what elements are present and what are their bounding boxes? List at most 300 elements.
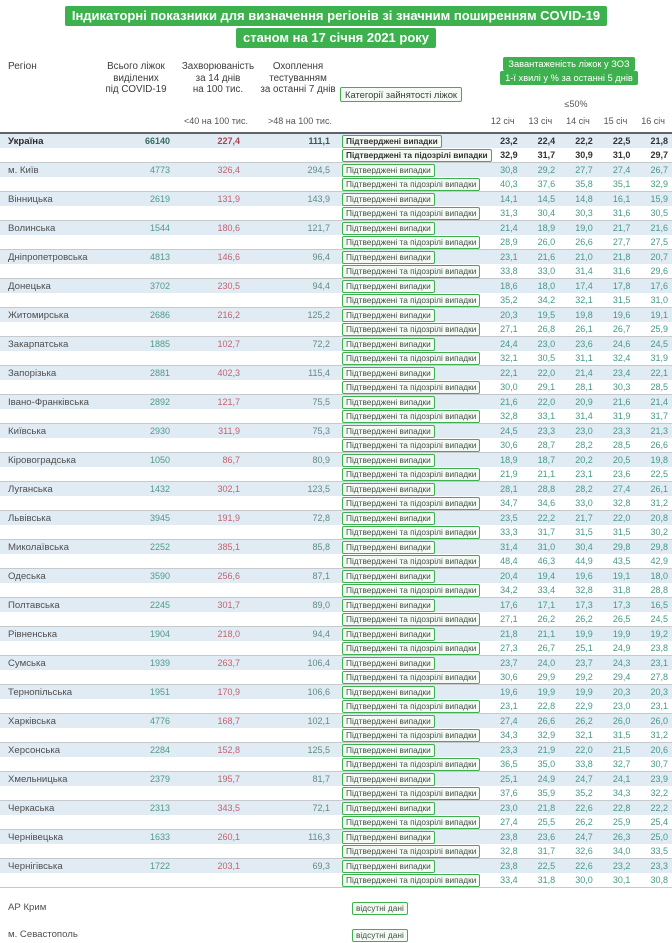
occupancy-value: 28,8: [537, 484, 556, 494]
occupancy-values: [484, 585, 672, 595]
beds-total-value: 2284: [149, 745, 170, 755]
occupancy-value: 22,4: [537, 136, 556, 146]
region-row-suspected: [0, 264, 672, 278]
region-row-suspected: [0, 409, 672, 423]
occupancy-values: [484, 368, 672, 378]
region-name: Івано-Франківська: [8, 396, 89, 408]
occupancy-value: 19,8: [650, 455, 668, 465]
occupancy-value: 17,3: [612, 600, 631, 610]
region-name: Львівська: [8, 512, 52, 524]
occupancy-value: 33,3: [500, 527, 518, 537]
case-category-cell: [330, 178, 480, 191]
case-category-badge: Підтверджені та підозрілі випадки: [342, 584, 480, 597]
occupancy-value: 35,2: [500, 295, 518, 305]
occupancy-value: 36,5: [500, 759, 518, 769]
occupancy-value: 30,8: [650, 875, 668, 885]
case-category-cell: [330, 758, 480, 771]
case-category-badge: Підтверджені випадки: [342, 744, 435, 757]
testing-value: 87,1: [312, 571, 330, 581]
case-category-cell: [330, 555, 480, 568]
region-name: Черкаська: [8, 802, 55, 814]
occupancy-value: 21,0: [575, 252, 593, 262]
occupancy-value: 37,6: [500, 788, 518, 798]
testing-value: 125,5: [307, 745, 330, 755]
occupancy-values: [484, 687, 672, 697]
region-name: м. Київ: [8, 164, 39, 176]
occupancy-value: 27,4: [612, 484, 631, 494]
region-row-suspected: [0, 641, 672, 655]
region-block: [0, 772, 672, 801]
case-category-badge: Підтверджені випадки: [342, 715, 435, 728]
case-category-cell: [330, 280, 480, 293]
occupancy-value: 29,9: [537, 672, 556, 682]
region-name: АР Крим: [8, 901, 47, 913]
occupancy-value: 21,9: [537, 745, 556, 755]
incidence-value: 230,5: [217, 281, 240, 291]
region-row-confirmed: [0, 192, 672, 206]
occupancy-value: 26,6: [650, 440, 668, 450]
occupancy-values: [484, 817, 672, 827]
beds-total-value: 3702: [149, 281, 170, 291]
incidence-value: 218,0: [217, 629, 240, 639]
occupancy-value: 42,9: [650, 556, 668, 566]
region-row-suspected: [0, 728, 672, 742]
occupancy-value: 21,4: [575, 368, 593, 378]
beds-total-value: 4776: [149, 716, 170, 726]
region-row-suspected: [0, 496, 672, 510]
occupancy-value: 22,8: [537, 701, 556, 711]
region-block: [0, 134, 672, 163]
occupancy-value: 32,6: [575, 846, 593, 856]
occupancy-value: 23,1: [575, 469, 593, 479]
no-data-badge: відсутні дані: [352, 929, 408, 942]
region-name: Луганська: [8, 483, 53, 495]
occupancy-values: [484, 643, 672, 653]
occupancy-values: [484, 310, 672, 320]
occupancy-value: 27,5: [650, 237, 668, 247]
incidence-value: 402,3: [217, 368, 240, 378]
occupancy-value: 26,3: [612, 832, 631, 842]
occupancy-value: 26,1: [650, 484, 668, 494]
occupancy-values: [484, 397, 672, 407]
occupancy-value: 23,9: [650, 774, 668, 784]
testing-value: 75,3: [312, 426, 330, 436]
occupancy-values: [484, 571, 672, 581]
occupancy-value: 23,2: [612, 861, 631, 871]
region-row-suspected: [0, 322, 672, 336]
case-category-cell: [330, 497, 480, 510]
occupancy-value: 32,2: [650, 788, 668, 798]
occupancy-value: 23,5: [500, 513, 518, 523]
occupancy-value: 27,4: [500, 817, 518, 827]
occupancy-values: [484, 542, 672, 552]
testing-value: 72,8: [312, 513, 330, 523]
region-block: [0, 366, 672, 395]
occupancy-value: 33,0: [537, 266, 556, 276]
region-block: [0, 453, 672, 482]
occupancy-values: [484, 716, 672, 726]
occupancy-values: [484, 614, 672, 624]
case-category-cell: [330, 149, 488, 162]
occupancy-value: 29,1: [537, 382, 556, 392]
region-block: [0, 192, 672, 221]
report-title: [0, 0, 672, 55]
beds-total-value: 2930: [149, 426, 170, 436]
region-name: Запорізька: [8, 367, 57, 379]
region-row-confirmed: [0, 424, 672, 438]
column-header-bed-category: [340, 87, 462, 102]
occupancy-value: 30,2: [650, 527, 668, 537]
occupancy-value: 27,3: [500, 643, 518, 653]
occupancy-value: 22,2: [575, 136, 593, 146]
occupancy-value: 19,1: [612, 571, 631, 581]
region-name: Хмельницька: [8, 773, 68, 785]
no-data-badge: відсутні дані: [352, 902, 408, 915]
region-row-suspected: [0, 177, 672, 191]
case-category-cell: [330, 193, 480, 206]
occupancy-value: 21,5: [612, 745, 631, 755]
case-category-badge: Підтверджені випадки: [342, 193, 435, 206]
occupancy-values: [484, 745, 672, 755]
region-name: Миколаївська: [8, 541, 69, 553]
case-category-cell: [330, 773, 480, 786]
occupancy-value: 17,8: [612, 281, 631, 291]
case-category-cell: [330, 483, 480, 496]
case-category-badge: Підтверджені та підозрілі випадки: [342, 468, 480, 481]
occupancy-value: 23,1: [500, 701, 518, 711]
occupancy-value: 17,4: [575, 281, 593, 291]
occupancy-value: 31,8: [612, 585, 631, 595]
case-category-cell: [330, 410, 480, 423]
incidence-value: 152,8: [217, 745, 240, 755]
occupancy-value: 26,2: [537, 614, 556, 624]
region-row-suspected: [0, 206, 672, 220]
beds-total-value: 66140: [144, 136, 170, 146]
occupancy-values: [484, 353, 672, 363]
occupancy-value: 17,3: [575, 600, 593, 610]
region-row-suspected: [0, 235, 672, 249]
column-header-incidence: [178, 61, 258, 96]
occupancy-value: 25,9: [612, 817, 631, 827]
occupancy-value: 19,1: [650, 310, 668, 320]
occupancy-value: 35,1: [612, 179, 631, 189]
occupancy-value: 22,2: [537, 513, 556, 523]
occupancy-value: 21,7: [612, 223, 631, 233]
beds-total-value: 1722: [149, 861, 170, 871]
testing-value: 80,9: [312, 455, 330, 465]
incidence-line2: за 14 днів: [195, 72, 241, 84]
occupancy-value: 24,9: [612, 643, 631, 653]
occupancy-value: 21,6: [612, 397, 631, 407]
incidence-value: 311,9: [218, 426, 240, 436]
occupancy-value: 24,4: [500, 339, 518, 349]
case-category-badge: Підтверджені та підозрілі випадки: [342, 787, 480, 800]
occupancy-value: 23,0: [537, 339, 556, 349]
occupancy-value: 33,5: [650, 846, 668, 856]
occupancy-value: 26,0: [650, 716, 668, 726]
occupancy-value: 22,5: [537, 861, 556, 871]
occupancy-value: 19,9: [612, 629, 631, 639]
occupancy-value: 18,9: [500, 455, 518, 465]
occupancy-value: 34,2: [500, 585, 518, 595]
occupancy-value: 18,9: [537, 223, 556, 233]
beds-total-value: 2881: [149, 368, 170, 378]
occupancy-value: 24,9: [537, 774, 556, 784]
occupancy-values: [484, 339, 672, 349]
region-row-suspected: [0, 554, 672, 568]
occupancy-value: 23,3: [500, 745, 518, 755]
case-category-badge: Підтверджені випадки: [342, 773, 435, 786]
occupancy-value: 22,1: [650, 368, 668, 378]
case-category-cell: [330, 367, 480, 380]
occupancy-values: [484, 513, 672, 523]
case-category-cell: [330, 570, 480, 583]
incidence-value: 168,7: [217, 716, 240, 726]
occupancy-values: [484, 281, 672, 291]
incidence-value: 301,7: [217, 600, 240, 610]
occupancy-value: 44,9: [575, 556, 593, 566]
occupancy-value: 31,7: [537, 846, 556, 856]
occupancy-value: 33,1: [537, 411, 556, 421]
occupancy-values: [484, 179, 672, 189]
occupancy-value: 19,9: [575, 687, 593, 697]
occupancy-value: 26,7: [650, 165, 668, 175]
occupancy-value: 28,9: [500, 237, 518, 247]
beds-total-value: 1951: [149, 687, 170, 697]
case-category-badge: Підтверджені випадки: [342, 657, 435, 670]
beds-total-value: 2252: [149, 542, 170, 552]
occupancy-values: [484, 411, 672, 421]
occupancy-value: 46,3: [537, 556, 556, 566]
beds-total-value: 2686: [149, 310, 170, 320]
occupancy-value: 27,4: [500, 716, 518, 726]
testing-value: 102,1: [307, 716, 330, 726]
beds-total-value: 4813: [149, 252, 170, 262]
case-category-badge: Підтверджені випадки: [342, 686, 435, 699]
incidence-value: 256,6: [217, 571, 240, 581]
region-block: [0, 482, 672, 511]
case-category-badge: Підтверджені випадки: [342, 338, 435, 351]
occupancy-value: 27,8: [650, 672, 668, 682]
beds-total-value: 1885: [149, 339, 170, 349]
case-category-cell: [330, 874, 480, 887]
occupancy-value: 18,0: [650, 571, 668, 581]
occupancy-value: 33,4: [537, 585, 556, 595]
occupancy-values: [484, 556, 672, 566]
occupancy-value: 30,0: [500, 382, 518, 392]
region-row-confirmed: [0, 743, 672, 757]
occupancy-value: 32,8: [575, 585, 593, 595]
case-category-badge: Підтверджені та підозрілі випадки: [342, 149, 492, 162]
incidence-value: 263,7: [217, 658, 240, 668]
testing-value: 96,4: [312, 252, 330, 262]
occupancy-value: 19,5: [537, 310, 556, 320]
occupancy-value: 22,1: [500, 368, 518, 378]
case-category-cell: [330, 613, 480, 626]
region-name: м. Севастополь: [8, 928, 78, 940]
case-category-cell: [330, 294, 480, 307]
occupancy-value: 30,5: [537, 353, 556, 363]
incidence-value: 385,1: [217, 542, 240, 552]
occupancy-value: 32,1: [500, 353, 518, 363]
region-row-confirmed: [0, 569, 672, 583]
testing-value: 106,4: [307, 658, 330, 668]
region-name: Харківська: [8, 715, 56, 727]
occupancy-value: 23,6: [575, 339, 593, 349]
beds-total-value: 3590: [149, 571, 170, 581]
occupancy-value: 30,3: [575, 208, 593, 218]
region-row-suspected: [0, 148, 672, 162]
occupancy-value: 32,8: [500, 411, 518, 421]
beds-total-value: 1050: [149, 455, 170, 465]
occupancy-value: 28,5: [650, 382, 668, 392]
occupancy-value: 29,6: [650, 266, 668, 276]
occupancy-value: 23,4: [612, 368, 631, 378]
case-category-badge: Підтверджені та підозрілі випадки: [342, 758, 480, 771]
case-category-cell: [330, 222, 480, 235]
occupancy-value: 14,1: [500, 194, 518, 204]
occupancy-value: 22,5: [612, 136, 631, 146]
occupancy-value: 27,7: [612, 237, 631, 247]
occupancy-value: 30,3: [612, 382, 631, 392]
total-beds-line2: виділених: [113, 72, 159, 84]
region-block: [0, 279, 672, 308]
column-header-total-beds: [92, 61, 180, 96]
occupancy-value: 14,5: [537, 194, 556, 204]
region-row-nodata: [0, 925, 672, 943]
occupancy-values: [484, 759, 672, 769]
occupancy-value: 31,9: [612, 411, 631, 421]
column-header-region: Регіон: [8, 61, 37, 72]
occupancy-value: 31,3: [500, 208, 518, 218]
occupancy-value: 21,1: [537, 629, 556, 639]
occupancy-value: 28,2: [575, 484, 593, 494]
occupancy-value: 31,7: [537, 150, 556, 160]
occupancy-values: [484, 788, 672, 798]
occupancy-value: 20,5: [612, 455, 631, 465]
occupancy-value: 23,0: [500, 803, 518, 813]
occupancy-value: 22,5: [650, 469, 668, 479]
case-category-cell: [330, 787, 480, 800]
testing-value: 75,5: [312, 397, 330, 407]
occupancy-value: 31,5: [612, 527, 631, 537]
date-col-12: 12 січ: [490, 116, 515, 126]
occupancy-value: 21,3: [650, 426, 668, 436]
case-category-badge: Підтверджені та підозрілі випадки: [342, 323, 480, 336]
column-header-testing: [254, 61, 342, 96]
occupancy-value: 21,8: [650, 136, 668, 146]
case-category-badge: Підтверджені та підозрілі випадки: [342, 613, 480, 626]
occupancy-value: 34,6: [537, 498, 556, 508]
case-category-badge: Підтверджені та підозрілі випадки: [342, 497, 480, 510]
beds-total-value: 2313: [149, 803, 170, 813]
occupancy-values: [484, 875, 672, 885]
occupancy-value: 21,4: [650, 397, 668, 407]
region-row-nodata: [0, 898, 672, 916]
case-category-badge: Підтверджені випадки: [342, 483, 435, 496]
occupancy-value: 30,4: [537, 208, 556, 218]
region-row-suspected: [0, 525, 672, 539]
occupancy-values: [484, 266, 672, 276]
region-name: Тернопільська: [8, 686, 73, 698]
occupancy-values: [484, 237, 672, 247]
beds-total-value: 1432: [149, 484, 170, 494]
region-row-confirmed: [0, 279, 672, 293]
case-category-cell: [330, 802, 480, 815]
occupancy-value: 26,5: [612, 614, 631, 624]
region-name: Чернівецька: [8, 831, 64, 843]
case-category-cell: [330, 700, 480, 713]
case-category-badge: Підтверджені та підозрілі випадки: [342, 207, 480, 220]
occupancy-value: 28,1: [500, 484, 518, 494]
case-category-cell: [330, 396, 480, 409]
occupancy-values: [484, 194, 672, 204]
region-row-suspected: [0, 612, 672, 626]
occupancy-value: 22,6: [575, 861, 593, 871]
occupancy-value: 14,8: [575, 194, 593, 204]
beds-total-value: 2245: [149, 600, 170, 610]
occupancy-value: 19,6: [612, 310, 631, 320]
occupancy-values: [484, 629, 672, 639]
region-block: [0, 743, 672, 772]
occupancy-value: 16,1: [612, 194, 631, 204]
report-title-line2: станом на 17 січня 2021 року: [236, 28, 436, 48]
incidence-value: 180,6: [217, 223, 240, 233]
occupancy-value: 31,7: [537, 527, 556, 537]
occupancy-value: 29,7: [650, 150, 668, 160]
occupancy-value: 25,9: [650, 324, 668, 334]
testing-value: 121,7: [307, 223, 330, 233]
case-category-badge: Підтверджені та підозрілі випадки: [342, 845, 480, 858]
case-category-badge: Підтверджені випадки: [342, 860, 435, 873]
occupancy-value: 20,3: [612, 687, 631, 697]
case-category-cell: [330, 512, 480, 525]
occupancy-value: 21,4: [500, 223, 518, 233]
occupancy-value: 17,6: [500, 600, 518, 610]
region-name: Дніпропетровська: [8, 251, 88, 263]
occupancy-value: 21,6: [537, 252, 556, 262]
case-category-cell: [330, 845, 480, 858]
occupancy-value: 32,1: [575, 295, 593, 305]
region-row-confirmed: [0, 714, 672, 728]
occupancy-value: 16,5: [650, 600, 668, 610]
case-category-cell: [330, 251, 480, 264]
region-name: Волинська: [8, 222, 56, 234]
occupancy-value: 20,3: [650, 687, 668, 697]
case-category-cell: [330, 164, 480, 177]
case-category-badge: Підтверджені випадки: [342, 309, 435, 322]
region-block: [0, 685, 672, 714]
region-block: [0, 163, 672, 192]
occupancy-value: 23,3: [650, 861, 668, 871]
incidence-value: 227,4: [217, 136, 240, 146]
region-row-suspected: [0, 757, 672, 771]
occupancy-value: 26,2: [575, 614, 593, 624]
date-col-15: 15 січ: [603, 116, 628, 126]
testing-value: 94,4: [312, 629, 330, 639]
occupancy-value: 25,0: [650, 832, 668, 842]
region-row-confirmed: [0, 685, 672, 699]
total-beds-line3: під COVID-19: [105, 84, 167, 95]
occupancy-value: 33,8: [575, 759, 593, 769]
occupancy-value: 19,4: [537, 571, 556, 581]
region-block: [0, 569, 672, 598]
occupancy-value: 23,8: [650, 643, 668, 653]
region-block: [0, 859, 672, 888]
region-name: Донецька: [8, 280, 51, 292]
region-row-suspected: [0, 467, 672, 481]
case-category-badge: Підтверджені та підозрілі випадки: [342, 265, 480, 278]
